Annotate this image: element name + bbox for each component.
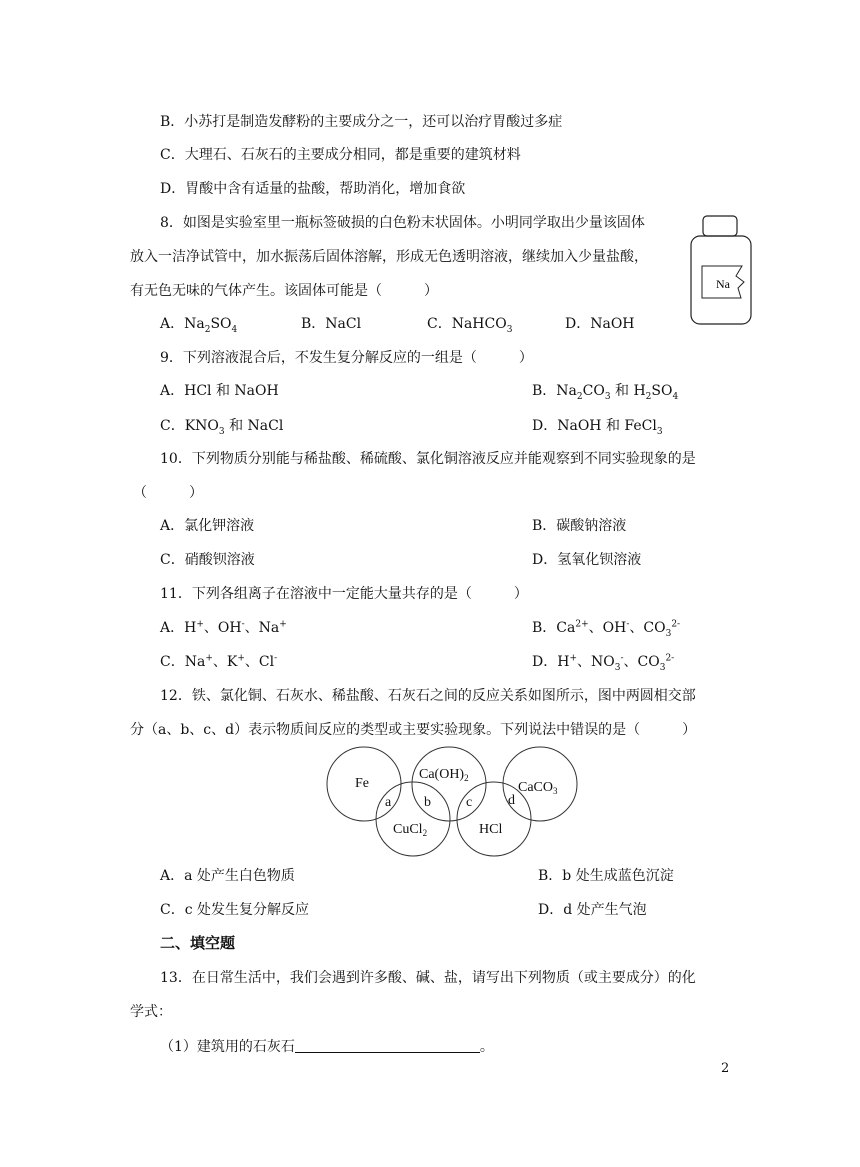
q7-option-d: D．胃酸中含有适量的盐酸，帮助消化，增加食欲 — [160, 181, 466, 197]
q10-option-a: A．氯化钾溶液 — [160, 518, 255, 534]
label-hcl: HCl — [479, 822, 503, 837]
label-caoh2: $Ca(OH)_2$ — [419, 767, 469, 783]
q9-option-d: D．NaOH 和 FeCl$_3$ — [532, 418, 663, 437]
answer-blank[interactable] — [295, 1038, 480, 1053]
q11-stem: 11．下列各组离子在溶液中一定能大量共存的是（ ） — [160, 586, 528, 602]
q9-option-a: A．HCl 和 NaOH — [160, 383, 279, 399]
label-fe: Fe — [355, 776, 369, 791]
label-d: d — [508, 793, 515, 808]
q9-option-c: C．$KNO_3$ 和 NaCl — [160, 418, 284, 437]
q11-option-d: D．H+、$NO_3^-$、$CO_3^{2-}$ — [532, 653, 675, 673]
q8-option-d: D．NaOH — [565, 316, 635, 332]
reagent-bottle-figure — [686, 214, 756, 326]
section-heading-fill-in: 二、填空题 — [160, 934, 236, 952]
q12-stem-line2: 分（a、b、c、d）表示物质间反应的类型或主要实验现象。下列说法中错误的是（ ） — [130, 722, 697, 738]
bottle-cap — [703, 216, 737, 236]
q12-option-c: C．c 处发生复分解反应 — [160, 902, 310, 918]
reaction-circles-diagram — [326, 746, 580, 858]
q8-stem-line1: 8．如图是实验室里一瓶标签破损的白色粉末状固体。小明同学取出少量该固体 — [160, 215, 645, 231]
label-b: b — [424, 795, 431, 810]
q11-option-b: B．$Ca^{2+}$、OH-、$CO_3^{2-}$ — [532, 619, 681, 639]
bottle-label-text: Na — [716, 277, 730, 291]
label-c: c — [466, 795, 473, 810]
q7-option-c: C．大理石、石灰石的主要成分相同，都是重要的建筑材料 — [160, 147, 521, 163]
label-a: a — [385, 795, 392, 810]
q10-stem-line1: 10．下列物质分别能与稀盐酸、稀硫酸、氯化铜溶液反应并能观察到不同实验现象的是 — [160, 451, 696, 467]
q12-option-b: B．b 处生成蓝色沉淀 — [538, 868, 674, 884]
label-caco3: CaCO$_3$ — [518, 780, 558, 796]
q8-stem-line2: 放入一洁净试管中，加水振荡后固体溶解，形成无色透明溶液，继续加入少量盐酸， — [130, 249, 648, 265]
q13-stem-line2: 学式： — [130, 1004, 172, 1020]
q12-option-d: D．d 处产生气泡 — [538, 902, 647, 918]
page-number: 2 — [721, 1061, 730, 1076]
q8-option-b: B．NaCl — [301, 316, 362, 332]
q10-option-d: D．氢氧化钡溶液 — [532, 552, 642, 568]
q7-option-b: B．小苏打是制造发酵粉的主要成分之一，还可以治疗胃酸过多症 — [160, 114, 563, 130]
q11-option-a: A．H+、OH-、Na+ — [160, 619, 287, 636]
q13-stem-line1: 13．在日常生活中，我们会遇到许多酸、碱、盐，请写出下列物质（或主要成分）的化 — [160, 970, 696, 986]
q10-option-c: C．硝酸钡溶液 — [160, 552, 255, 568]
q10-option-b: B．碳酸钠溶液 — [532, 518, 627, 534]
q13-item-1: （1）建筑用的石灰石 。 — [160, 1039, 494, 1055]
q8-stem-line3: 有无色无味的气体产生。该固体可能是（ ） — [130, 283, 438, 299]
q9-stem: 9．下列溶液混合后，不发生复分解反应的一组是（ ） — [160, 350, 533, 366]
q11-option-c: C．Na+、K+、Cl- — [160, 653, 278, 670]
q10-stem-line2: （ ） — [133, 485, 203, 501]
q9-option-b: B．$Na_2CO_3$ 和 $H_2SO_4$ — [532, 383, 679, 402]
q8-option-a: A．$Na_2SO_4$ — [160, 316, 238, 335]
label-cucl2: CuCl$_2$ — [393, 822, 428, 838]
q12-stem-line1: 12．铁、氯化铜、石灰水、稀盐酸、石灰石之间的反应关系如图所示，图中两圆相交部 — [160, 688, 696, 704]
q8-option-c: C．NaHCO$_3$ — [427, 316, 513, 335]
q12-option-a: A．a 处产生白色物质 — [160, 868, 295, 884]
